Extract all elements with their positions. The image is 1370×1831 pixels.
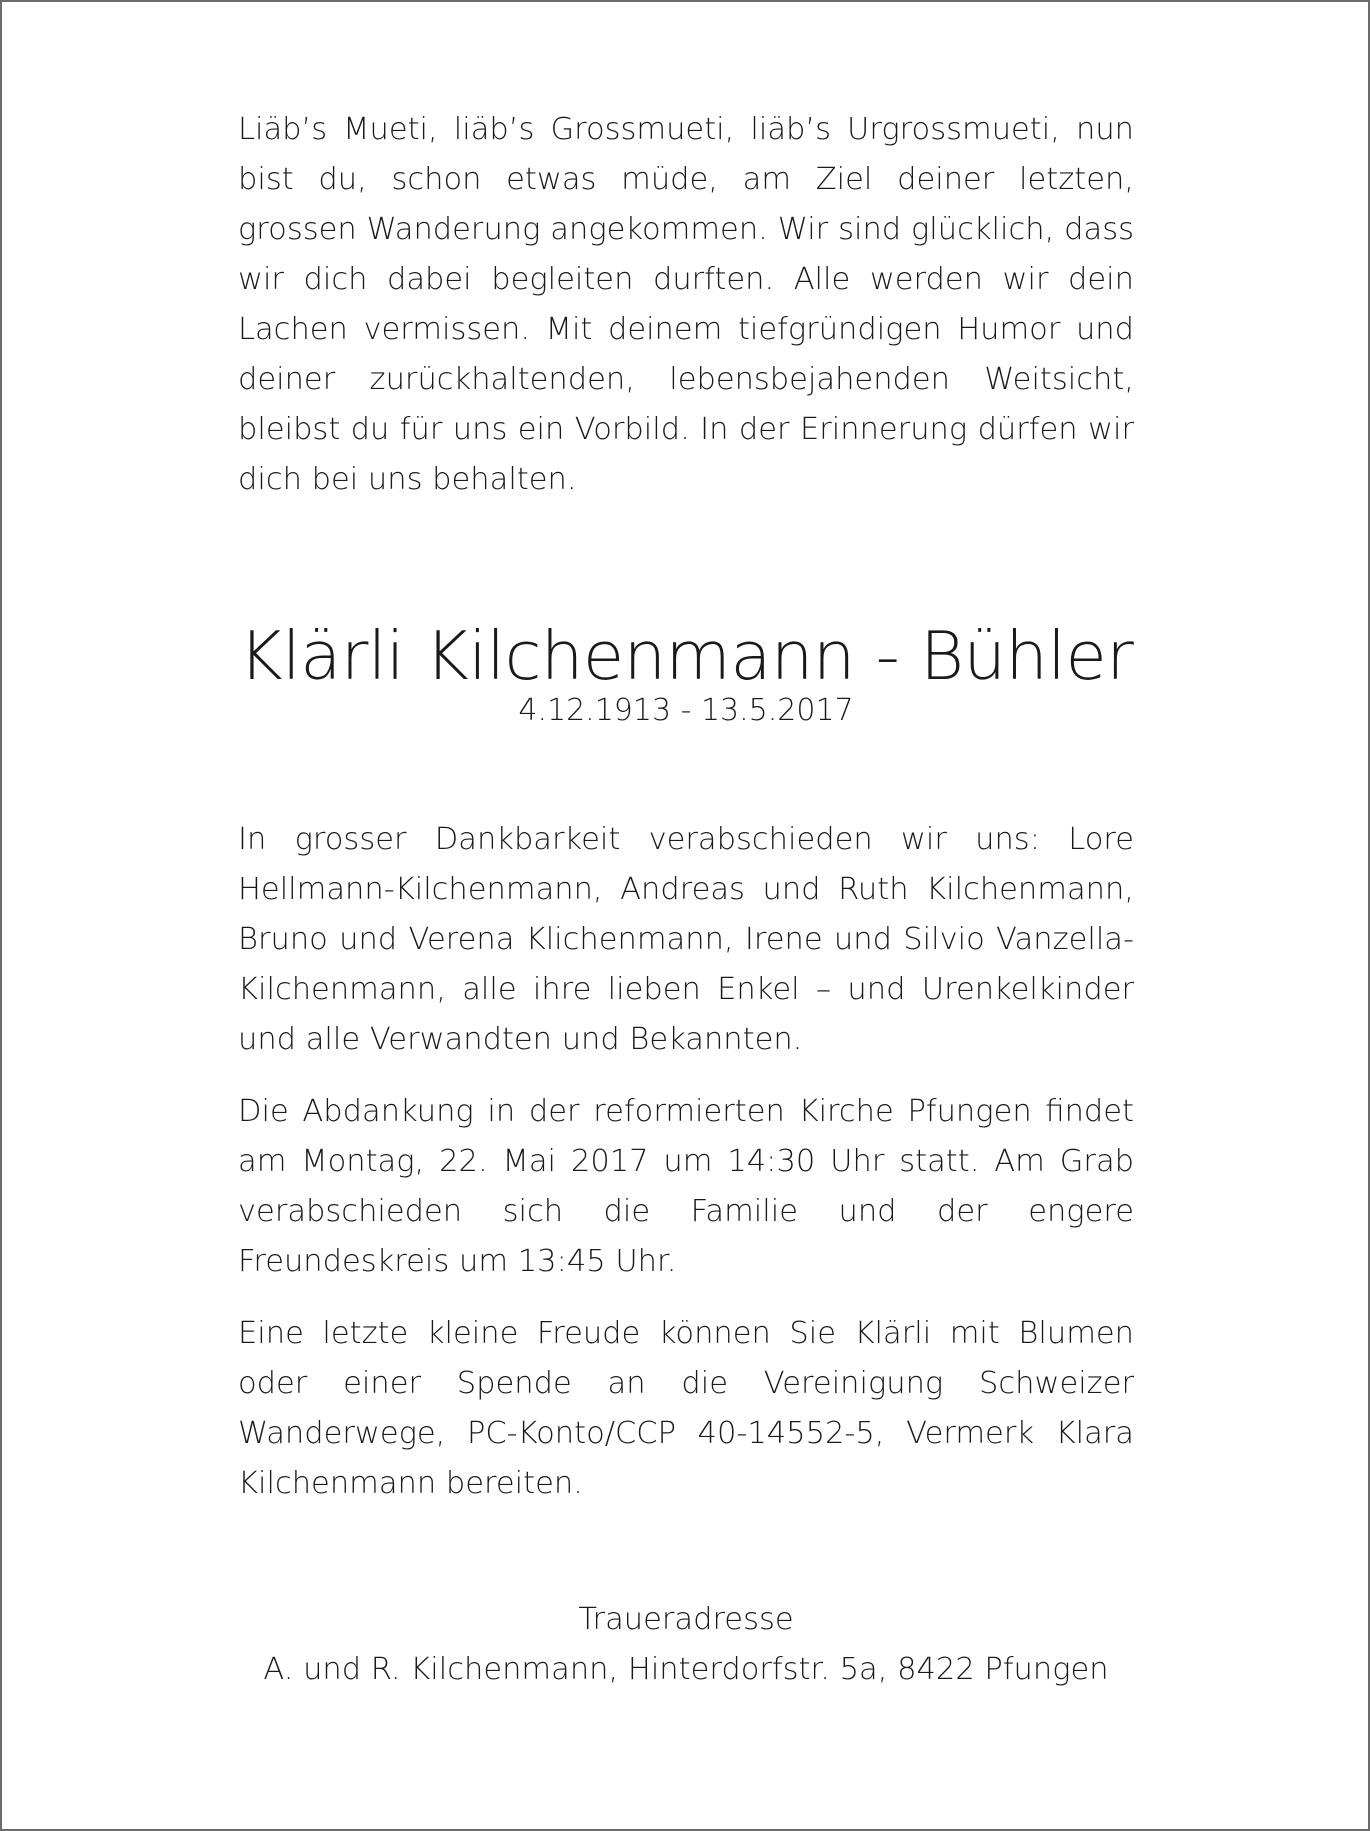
intro-paragraph: Liäb’s Mueti, liäb’s Grossmueti, liäb’s Urgrossmueti, nun bist du, schon etwas müde, am Ziel deiner letzten, grossen Wanderung angekommen. Wir sind glücklich, dass wir dich dabei begleiten durften. Alle werden wir dein Lachen vermissen. Mit deinem tiefgründigen Humor und deiner zurückhaltenden, lebensbejahenden Weitsicht, bleibst du für uns ein Vorbild. In der Erinnerung dürfen wir dich bei uns behalten. [238,112,1134,497]
notice-content [238,105,1134,1695]
mourners-paragraph: In grosser Dankbarkeit verabschieden wir uns: Lore Hellmann-Kilchenmann, Andreas und Ruth Kilchenmann, Bruno und Verena Klichenmann, Irene und Silvio Vanzella-Kilchenmann, alle ihre lieben Enkel – und Urenkelkinder und alle Verwandten und Bekannten. [238,822,1134,1057]
address-label: Traueradresse [578,1602,794,1637]
life-dates: 4.12.1913 - 13.5.2017 [518,693,854,728]
mourning-address [238,1595,1134,1695]
deceased-name: Klärli Kilchenmann - Bühler [238,617,1134,695]
donation-paragraph: Eine letzte kleine Freude können Sie Klärli mit Blumen oder einer Spende an die Vereinigung Schweizer Wanderwege, PC-Konto/CCP 40-14552-5, Vermerk Klara Kilchenmann bereiten. [238,1316,1134,1501]
service-paragraph: Die Abdankung in der reformierten Kirche Pfungen findet am Montag, 22. Mai 2017 um 14:30 Uhr statt. Am Grab verabschieden sich die Familie und der engere Freundeskreis um 13:45 Uhr. [238,1094,1134,1279]
address-line: A. und R. Kilchenmann, Hinterdorfstr. 5a, 8422 Pfungen [263,1652,1109,1687]
